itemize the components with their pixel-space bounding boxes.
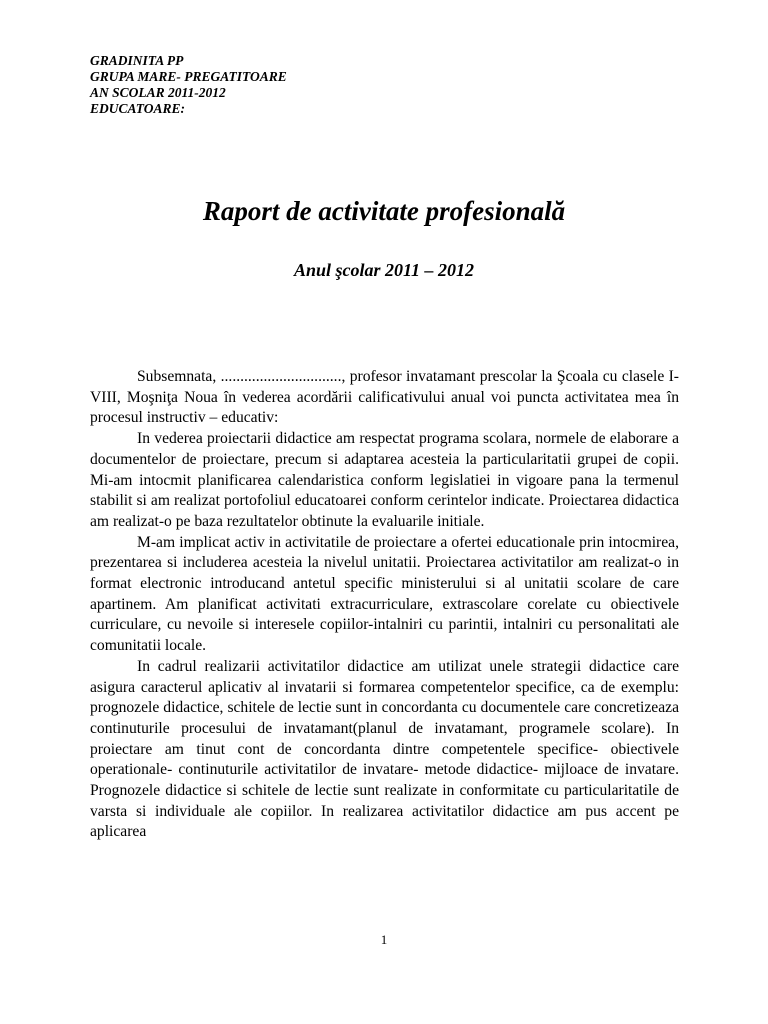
header-school-year: AN SCOLAR 2011-2012 [90, 85, 226, 100]
page-number: 1 [380, 932, 388, 947]
body-paragraph: In vederea proiectarii didactice am respectat programa scolara, normele de elaborare a documentelor de proiectare, precum si adaptarea acesteia la particularitatii grupei de copii. Mi-am intocmit planificarea calendaristica conform legislatiei in vigoare pana la termenul stabilit si am realizat portofoliul educatoarei conform cerintelor indicate. Proiectarea didactica am realizat-o pe baza rezultatelor obtinute la evaluarile initiale. [90, 430, 679, 530]
body-paragraph: M-am implicat activ in activitatile de proiectare a ofertei educationale prin intocmirea, prezentarea si includerea acesteia la nivelul unitatii. Proiectarea activitatilor am realizat-o in format electronic introducand antetul specific ministerului si al unitatii scolare de care apartinem. Am planificat activitati extracurriculare, extrascolare corelate cu obiectivele curriculare, cu nevoile si interesele copiilor-intalniri cu parintii, intalniri cu personalitati ale comunitatii locale. [90, 533, 679, 655]
document-subtitle: Anul şcolar 2011 – 2012 [293, 260, 475, 280]
body-paragraph: Subsemnata, ..............................., profesor invatamant prescolar la Şcoala cu clasele I-VIII, Moşniţa Noua în vederea acordării calificativului anual voi puncta activitatea mea în procesul instructiv – educativ: [90, 368, 679, 427]
body-paragraph: In cadrul realizarii activitatilor didactice am utilizat unele strategii didactice care asigura caracterul aplicativ al invatarii si formarea competentelor specifice, ca de exemplu: prognozele didactice, schitele de lectie sunt in concordanta cu documentele care concretizeaza continuturile procesului de invatamant(planul de invatamant, programele scolare). In proiectare am tinut cont de concordanta dintre competentele specifice- obiectivele operationale- continuturile activitatilor de invatare- metode didactice- mijloace de invatare. Prognozele didactice si schitele de lectie sunt realizate in conformitate cu particularitatile de varsta si individuale ale copiilor. In realizarea activitatilor didactice am pus accent pe aplicarea [90, 657, 679, 841]
document-header [90, 53, 287, 117]
document-body [90, 367, 679, 843]
header-teacher: EDUCATOARE: [90, 101, 186, 116]
header-group: GRUPA MARE- PREGATITOARE [90, 69, 287, 84]
header-kindergarten: GRADINITA PP [90, 53, 184, 68]
document-title: Raport de activitate profesională [202, 196, 566, 226]
